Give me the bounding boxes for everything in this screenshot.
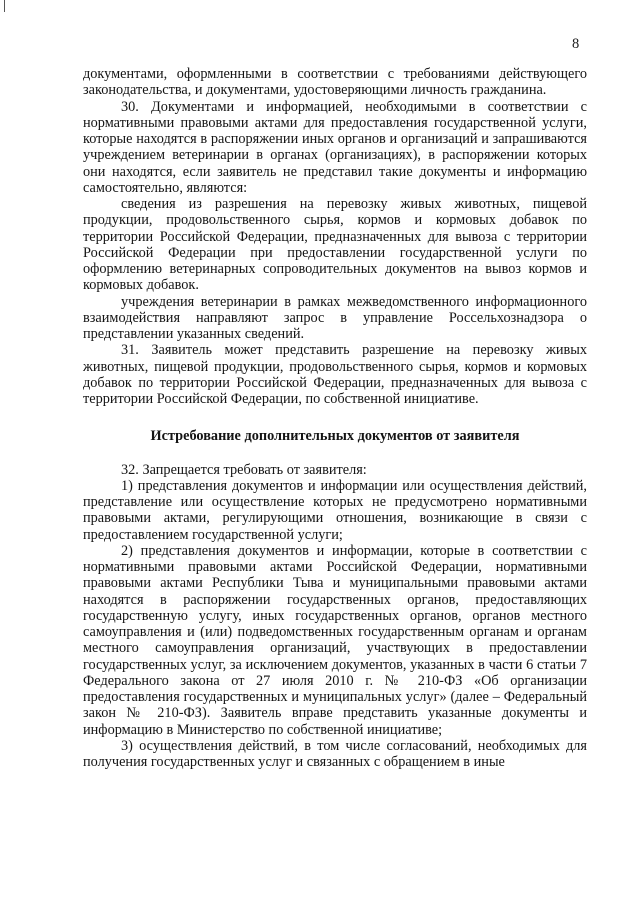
paragraph-32-item-3: 3) осуществления действий, в том числе согласований, необходимых для получения государственных услуг и связанных с обращением в иные (83, 737, 587, 770)
paragraph-30: 30. Документами и информацией, необходимыми в соответствии с нормативными правовыми актами для предоставления государственной услуги, которые находятся в распоряжении иных органов и организаций и запрашиваются учреждением ветеринарии в органах (организациях), в распоряжении которых они находятся, если заявитель не представил такие документы и информацию самостоятельно, являются: (83, 98, 587, 196)
paragraph-continuation: документами, оформленными в соответствии с требованиями действующего законодательства, и документами, удостоверяющими личность гражданина. (83, 66, 587, 99)
section-heading: Истребование дополнительных документов от заявителя (150, 428, 520, 445)
paragraph-30-item-request: учреждения ветеринарии в рамках межведомственного информационного взаимодействия направляют запрос в управление Россельхознадзора о представлении указанных сведений. (83, 293, 587, 342)
paragraph-32: 32. Запрещается требовать от заявителя: (121, 461, 367, 478)
paragraph-31: 31. Заявитель может представить разрешение на перевозку живых животных, пищевой продукции, продовольственного сырья, кормов и кормовых добавок по территории Российской Федерации, предназначенных для вывоза с территории Российской Федерации, по собственной инициативе. (83, 342, 587, 407)
paragraph-32-item-1: 1) представления документов и информации или осуществления действий, представление или осуществление которых не предусмотрено нормативными правовыми актами, регулирующими отношения, возникающие в связи с предоставлением государственной услуги; (83, 477, 587, 543)
paragraph-32-item-2: 2) представления документов и информации, которые в соответствии с нормативными правовыми актами Российской Федерации, нормативными правовыми актами Республики Тыва и муниципальными правовыми актами находятся в распоряжении государственных органов, предоставляющих государственную услугу, иных государственных органов, органов местного самоуправления и (или) подведомственных государственным органам и органам местного самоуправления организаций, участвующих в предоставлении государственных услуг, за исключением документов, указанных в части 6 статьи 7 Федерального закона от 27 июля 2010 г. № 210-ФЗ «Об организации предоставления государственных и муниципальных услуг» (далее – Федеральный закон № 210-ФЗ). Заявитель вправе представить указанные документы и информацию в Министерство по собственной инициативе; (83, 542, 587, 738)
scan-edge-mark (4, 0, 5, 12)
document-body (83, 66, 587, 770)
paragraph-30-item-info: сведения из разрешения на перевозку живых животных, пищевой продукции, продовольственного сырья, кормов и кормовых добавок по территории Российской Федерации, предназначенных для вывоза с территории Российской Федерации при предоставлении государственной услуги по оформлению ветеринарных сопроводительных документов на вывоз кормов и кормовых добавок. (83, 196, 587, 294)
page-number: 8 (572, 36, 580, 52)
